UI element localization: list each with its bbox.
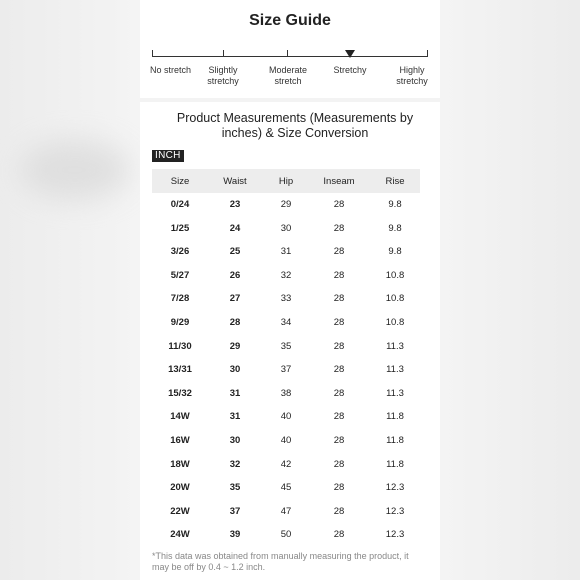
footnote: *This data was obtained from manually measuring the product, it may be off by 0.4 ~ 1.2 inch.: [152, 551, 409, 572]
cell-size: 22W: [170, 505, 190, 517]
cell-hip: 31: [280, 246, 292, 258]
table-header: [152, 169, 420, 193]
column-header-inseam: Inseam: [323, 176, 355, 187]
stretch-tick-highly: [427, 50, 428, 57]
cell-waist: 37: [229, 505, 241, 517]
table-row: [152, 358, 420, 382]
cell-waist: 30: [229, 364, 241, 376]
table-row: [152, 193, 420, 217]
cell-rise: 11.3: [386, 387, 404, 399]
column-header-rise: Rise: [385, 176, 405, 187]
table-row: [152, 453, 420, 477]
cell-rise: 9.8: [388, 246, 402, 258]
cell-rise: 11.3: [386, 340, 404, 352]
cell-waist: 31: [229, 411, 241, 423]
cell-waist: 25: [229, 246, 241, 258]
table-row: [152, 500, 420, 524]
stretch-label-slightly-stretchy: Slightly stretchy: [207, 65, 239, 86]
cell-waist: 27: [229, 293, 241, 305]
cell-size: 20W: [170, 482, 190, 494]
stretch-label-highly-stretchy: Highly stretchy: [396, 65, 428, 86]
stretch-tick-moderate: [287, 50, 288, 57]
cell-waist: 29: [229, 340, 241, 352]
table-row: [152, 287, 420, 311]
cell-rise: 12.3: [385, 529, 405, 541]
cell-inseam: 28: [333, 199, 345, 210]
stretch-section: [140, 0, 440, 98]
cell-size: 18W: [170, 458, 190, 470]
unit-tag: INCH: [152, 150, 184, 162]
stretch-label-moderate-stretch: Moderate stretch: [268, 65, 308, 86]
cell-inseam: 28: [333, 246, 345, 258]
cell-inseam: 28: [333, 482, 345, 494]
cell-rise: 9.8: [388, 199, 402, 210]
cell-rise: 11.8: [386, 411, 404, 423]
cell-hip: 42: [280, 458, 292, 470]
cell-inseam: 28: [333, 269, 345, 281]
cell-rise: 11.3: [386, 364, 404, 376]
cell-hip: 40: [280, 435, 292, 446]
stretch-tick-slightly: [223, 50, 224, 57]
cell-hip: 47: [280, 505, 292, 517]
cell-size: 5/27: [170, 269, 190, 281]
cell-size: 9/29: [170, 317, 190, 328]
selected-stretch-marker-icon: [345, 50, 355, 58]
cell-hip: 32: [280, 269, 292, 281]
cell-waist: 30: [229, 435, 241, 446]
cell-rise: 12.3: [385, 505, 405, 517]
cell-waist: 26: [229, 269, 241, 281]
cell-waist: 31: [229, 387, 241, 399]
cell-size: 11/30: [168, 340, 192, 352]
cell-waist: 24: [229, 222, 241, 234]
cell-hip: 45: [280, 482, 292, 494]
column-header-size: Size: [170, 176, 190, 187]
cell-size: 7/28: [170, 293, 190, 305]
cell-waist: 28: [229, 317, 241, 328]
cell-rise: 9.8: [388, 222, 402, 234]
table-row: [152, 476, 420, 500]
stretch-label-stretchy: Stretchy: [333, 65, 367, 75]
cell-hip: 34: [280, 317, 292, 328]
cell-hip: 33: [280, 293, 292, 305]
cell-inseam: 28: [333, 505, 345, 517]
table-row: [152, 335, 420, 359]
stretch-tick-no-stretch: [152, 50, 153, 57]
cell-size: 1/25: [170, 222, 190, 234]
table-row: [152, 523, 420, 547]
cell-inseam: 28: [333, 529, 345, 541]
cell-rise: 12.3: [385, 482, 405, 494]
cell-inseam: 28: [333, 458, 345, 470]
stretch-scale-line: [152, 56, 428, 57]
background-left: [0, 0, 140, 580]
background-right: [440, 0, 580, 580]
cell-inseam: 28: [333, 317, 345, 328]
cell-hip: 37: [280, 364, 292, 376]
cell-inseam: 28: [333, 387, 345, 399]
table-row: [152, 240, 420, 264]
cell-waist: 39: [229, 529, 241, 541]
cell-rise: 10.8: [385, 317, 405, 328]
cell-rise: 10.8: [385, 293, 405, 305]
cell-size: 15/32: [168, 387, 192, 399]
size-guide-panel: [140, 0, 440, 580]
cell-inseam: 28: [333, 293, 345, 305]
cell-waist: 32: [229, 458, 241, 470]
cell-hip: 38: [280, 387, 292, 399]
table-row: [152, 382, 420, 406]
cell-hip: 29: [280, 199, 292, 210]
cell-size: 0/24: [170, 199, 190, 210]
cell-inseam: 28: [333, 364, 345, 376]
cell-rise: 11.8: [386, 458, 404, 470]
cell-hip: 50: [280, 529, 292, 541]
cell-hip: 40: [280, 411, 292, 423]
cell-size: 14W: [170, 411, 190, 423]
cell-hip: 30: [280, 222, 292, 234]
cell-inseam: 28: [333, 411, 345, 423]
column-header-waist: Waist: [223, 176, 247, 187]
cell-waist: 23: [229, 199, 241, 210]
cell-waist: 35: [229, 482, 241, 494]
column-header-hip: Hip: [278, 176, 294, 187]
cell-size: 16W: [170, 435, 190, 446]
cell-inseam: 28: [333, 340, 345, 352]
cell-rise: 11.8: [386, 435, 404, 446]
stretch-label-no-stretch: No stretch: [150, 65, 192, 75]
table-row: [152, 429, 420, 453]
page-title: Size Guide: [249, 12, 331, 29]
table-row: [152, 217, 420, 241]
section-divider: [140, 98, 440, 102]
cell-hip: 35: [280, 340, 292, 352]
cell-inseam: 28: [333, 222, 345, 234]
cell-size: 24W: [170, 529, 190, 541]
cell-size: 3/26: [170, 246, 190, 258]
cell-size: 13/31: [168, 364, 192, 376]
table-row: [152, 311, 420, 335]
cell-rise: 10.8: [385, 269, 405, 281]
measurements-heading: Product Measurements (Measurements by inches) & Size Conversion: [176, 111, 414, 140]
table-row: [152, 405, 420, 429]
background-blur-shape: [20, 140, 130, 200]
table-row: [152, 264, 420, 288]
cell-inseam: 28: [333, 435, 345, 446]
